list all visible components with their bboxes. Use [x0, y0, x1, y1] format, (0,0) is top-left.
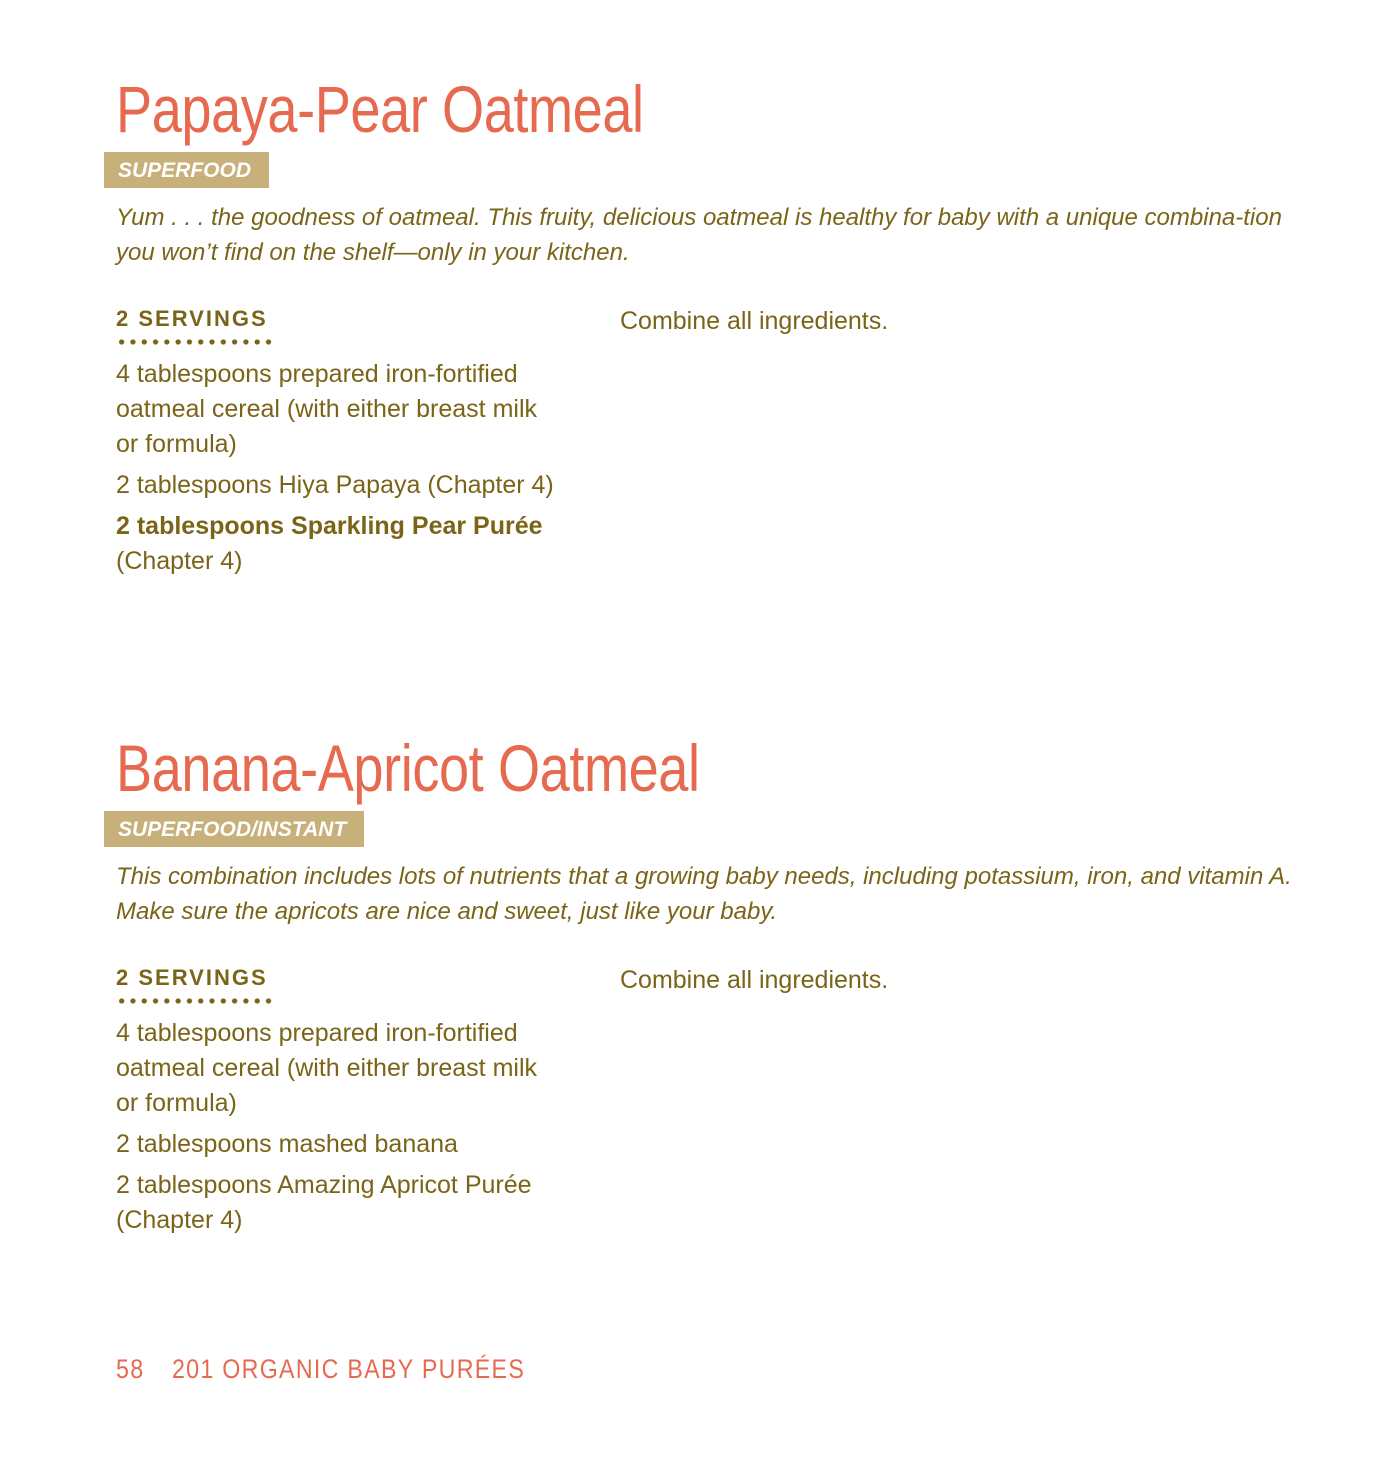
- page-footer: [116, 1354, 525, 1385]
- recipe-step: Combine all ingredients.: [620, 966, 889, 994]
- ingredient-item: [116, 1168, 556, 1238]
- ingredient-text: 2 tablespoons Hiya Papaya (Chapter 4): [116, 471, 554, 499]
- recipe-intro: This combination includes lots of nutrients that a growing baby needs, including potassium, iron, and vitamin A. Make sure the apricots are nice and sweet, just like your baby.: [116, 863, 1292, 925]
- ingredient-text: (Chapter 4): [116, 547, 243, 575]
- dotted-divider: [116, 339, 274, 345]
- recipe-intro: Yum . . . the goodness of oatmeal. This fruity, delicious oatmeal is healthy for baby with a unique combina-tion you won’t find on the shelf—only in your kitchen.: [116, 204, 1282, 266]
- servings-label: 2 SERVINGS: [116, 306, 268, 331]
- ingredient-text: 2 tablespoons Amazing Apricot Purée (Chapter 4): [116, 1171, 532, 1234]
- recipe-tag: SUPERFOOD/INSTANT: [104, 811, 364, 847]
- book-title: 201 ORGANIC BABY PURÉES: [171, 1354, 526, 1384]
- ingredient-item: [116, 1016, 556, 1121]
- ingredient-item: [116, 468, 556, 503]
- ingredient-list: [116, 357, 556, 585]
- ingredient-text: 4 tablespoons prepared iron-fortified oatmeal cereal (with either breast milk or formula): [116, 360, 537, 458]
- recipe-title: Banana-Apricot Oatmeal: [116, 731, 700, 805]
- page-number: 58: [116, 1354, 145, 1384]
- recipe-tag: SUPERFOOD: [104, 152, 269, 188]
- ingredient-text: 4 tablespoons prepared iron-fortified oatmeal cereal (with either breast milk or formula): [116, 1019, 537, 1117]
- ingredient-bold: 2 tablespoons Sparkling Pear Purée: [116, 512, 543, 540]
- ingredient-text: 2 tablespoons mashed banana: [116, 1130, 458, 1158]
- recipe-step: Combine all ingredients.: [620, 307, 889, 335]
- ingredient-item: [116, 509, 556, 579]
- ingredient-item: [116, 1127, 556, 1162]
- ingredient-list: [116, 1016, 556, 1244]
- servings-label: 2 SERVINGS: [116, 965, 268, 990]
- dotted-divider: [116, 998, 274, 1004]
- ingredient-item: [116, 357, 556, 462]
- recipe-title: Papaya-Pear Oatmeal: [116, 72, 644, 146]
